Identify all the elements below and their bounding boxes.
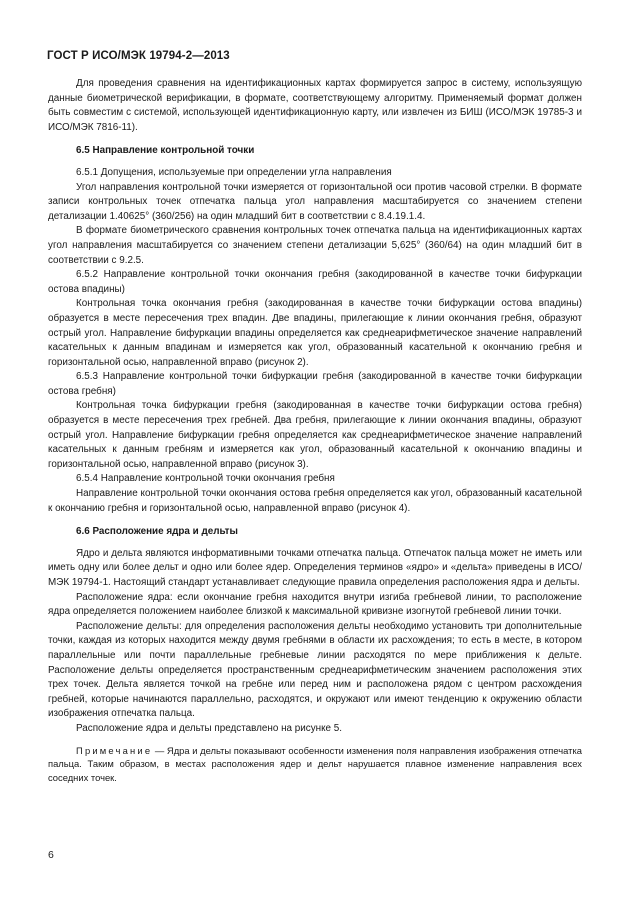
paragraph-6-5-1-b: В формате биометрического сравнения контрольных точек отпечатка пальца на идентификационных картах угол направления масштабируется со значением степени детализации 5,625° (360/64) на один младший бит в соответствии с 9.2.5. <box>48 225 582 266</box>
paragraph-intro: Для проведения сравнения на идентификационных картах формируется запрос в систему, используящую данные биометрической верификации, в формате, соответствующему алгоритму. Применяемый формат должен быть совместим с системой, использующей идентификационную карту, или извлечен из БИШ (ИСО/МЭК 19785-3 и ИСО/МЭК 7816-11). <box>48 78 582 133</box>
paragraph-6-6-a: Ядро и дельта являются информативными точками отпечатка пальца. Отпечаток пальца может не иметь или иметь одну или более дельт и одно или более ядер. Определения терминов «ядро» и «дельта» приведены в ИСО/МЭК 19794-1. Настоящий стандарт устанавливает следующие правила определения расположения ядра и дельты. <box>48 547 582 588</box>
subsection-6-5-2: 6.5.2 Направление контрольной точки окончания гребня (закодированной в качестве точки бифуркации остова впадины) <box>48 269 582 295</box>
note <box>48 744 582 785</box>
paragraph-6-5-4-a: Направление контрольной точки окончания остова гребня определяется как угол, образованный касательной к окончанию гребня и горизонтальной осью, направленной вправо (рисунок 4). <box>48 488 582 514</box>
paragraph-6-6-d: Расположение ядра и дельты представлено на рисунке 5. <box>76 722 342 734</box>
paragraph-6-6-c: Расположение дельты: для определения расположения дельты необходимо установить три дополнительные точки, каждая из которых находится между двумя гребнями в области их расхождения; то есть в месте, в котором параллельные или почти параллельные гребневые линии расходятся по мере приближения к дельте. Расположение дельты определяется пространственным среднеарифметическим значением расположения этих трех точек. Дельта является точкой на гребне или перед ним и расположена рядом с центром расхождения гребней, которые начинаются параллельно, расходятся, и окружают или имеют тенденцию к окружению области изображения отпечатка пальца. <box>48 620 582 720</box>
note-label: Примечание <box>76 744 153 756</box>
subsection-6-5-1: 6.5.1 Допущения, используемые при определении угла направления <box>76 166 392 178</box>
document-header: ГОСТ Р ИСО/МЭК 19794-2—2013 <box>47 50 230 62</box>
section-heading-6-5: 6.5 Направление контрольной точки <box>76 145 255 157</box>
paragraph-6-5-2-a: Контрольная точка окончания гребня (закодированная в качестве точки бифуркации остова впадины) образуется в месте пересечения трех впадин. Две впадины, прилегающие к линии окончания гребня, образуют острый угол. Направление бифуркации впадины определяется как среднеарифметическое значение направлений касательных к данным впадинам и измеряется как угол, образованный касательной к окончанию гребня и горизонтальной осью, направленной вправо (рисунок 2). <box>48 298 582 368</box>
note-text: — Ядра и дельты показывают особенности изменения поля направления изображения отпечатка пальца. Таким образом, в местах расположения ядер и дельт нарушается плавное изменение направления всех соседних точек. <box>48 744 582 784</box>
page-content <box>48 77 582 785</box>
subsection-6-5-3: 6.5.3 Направление контрольной точки бифуркации гребня (закодированной в качестве точки бифуркации остова гребня) <box>48 371 582 397</box>
subsection-6-5-4: 6.5.4 Направление контрольной точки окончания гребня <box>76 473 335 485</box>
paragraph-6-6-b: Расположение ядра: если окончание гребня находится внутри изгиба гребневой линии, то расположение ядра определяется положением наиболее близкой к максимальной кривизне изогнутой гребневой линии точки. <box>48 591 582 618</box>
paragraph-6-5-1-a: Угол направления контрольной точки измеряется от горизонтальной оси против часовой стрелки. В формате записи контрольных точек отпечатка пальца угол направления масштабируется со значением степени детализации 1.40625° (360/256) на один младший бит в соответствии с 8.4.19.1.4. <box>48 181 582 222</box>
paragraph-6-5-3-a: Контрольная точка бифуркации гребня (закодированная в качестве точки бифуркации остова гребня) образуется в месте пересечения трех гребней. Два гребня, прилегающие к линии окончания впадины, образуют острый угол. Направление бифуркации гребня определяется как среднеарифметическое значение направлений касательных к данным гребням и измеряется как угол, образованный касательной к окончанию впадины и горизонтальной осью, направленной вправо (рисунок 3). <box>48 400 582 470</box>
page-number: 6 <box>48 849 54 861</box>
section-heading-6-6: 6.6 Расположение ядра и дельты <box>76 526 238 538</box>
